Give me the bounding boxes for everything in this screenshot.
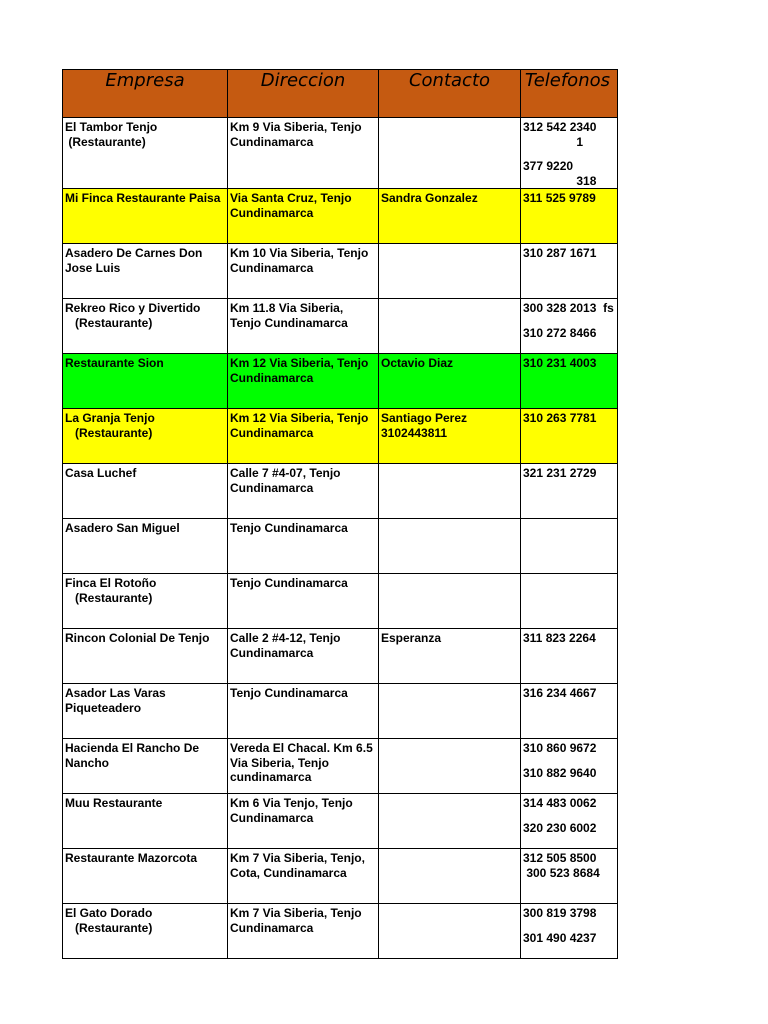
contacto-line: 3102443811 [381, 425, 448, 440]
telefonos-line: 310 287 1671 [523, 246, 597, 260]
direccion-line: Tenjo Cundinamarca [230, 576, 348, 590]
direccion-line: Via Santa Cruz, Tenjo [230, 191, 352, 205]
header-contacto: Contacto [379, 70, 521, 118]
direccion-line: Cundinamarca [230, 425, 314, 440]
cell-contacto [379, 519, 521, 574]
cell-contacto [379, 299, 521, 354]
cell-direccion [228, 904, 379, 959]
telefonos-line: 311 823 2264 [523, 631, 596, 645]
empresa-line: (Restaurante) [65, 920, 153, 935]
telefonos-line: 316 234 4667 [523, 686, 597, 700]
table-row [63, 409, 618, 464]
cell-telefonos [521, 739, 618, 794]
cell-telefonos [521, 794, 618, 849]
telefonos-line: 312 542 2340 [523, 120, 597, 134]
header-direccion: Direccion [228, 70, 379, 118]
telefonos-line: 314 483 0062 [523, 796, 597, 810]
empresa-line: La Granja Tenjo [65, 411, 155, 425]
telefonos-line: 310 272 8466 [523, 325, 597, 340]
cell-empresa [63, 118, 228, 189]
cell-empresa [63, 354, 228, 409]
direccion-line: Calle 2 #4-12, Tenjo [230, 631, 341, 645]
direccion-line: Km 9 Via Siberia, Tenjo [230, 120, 362, 134]
table-row [63, 684, 618, 739]
cell-contacto [379, 739, 521, 794]
cell-empresa [63, 629, 228, 684]
cell-empresa [63, 739, 228, 794]
empresa-line: Finca El Rotoño [65, 576, 157, 590]
table-row [63, 629, 618, 684]
cell-direccion [228, 629, 379, 684]
cell-direccion [228, 574, 379, 629]
empresa-line: Casa Luchef [65, 466, 137, 480]
cell-contacto [379, 574, 521, 629]
table-row [63, 299, 618, 354]
empresa-line: Rekreo Rico y Divertido [65, 301, 201, 315]
cell-direccion [228, 244, 379, 299]
cell-empresa [63, 849, 228, 904]
direccion-line: Tenjo Cundinamarca [230, 521, 348, 535]
direccion-line: Cundinamarca [230, 370, 314, 385]
empresa-line: Asador Las Varas [65, 686, 166, 700]
telefonos-line: 310 882 9640 [523, 765, 597, 780]
direccion-line: Tenjo Cundinamarca [230, 686, 348, 700]
empresa-line: Piqueteadero [65, 700, 142, 715]
telefonos-line: 310 263 7781 [523, 411, 597, 425]
cell-direccion [228, 464, 379, 519]
direccion-line: Cundinamarca [230, 260, 314, 275]
cell-empresa [63, 519, 228, 574]
cell-telefonos [521, 299, 618, 354]
table-row [63, 904, 618, 959]
empresa-line: Asadero San Miguel [65, 521, 180, 535]
empresa-line: Nancho [65, 755, 110, 770]
telefonos-line: 300 523 8684 [523, 865, 600, 880]
telefonos-line: 301 490 4237 [523, 930, 597, 945]
header-telefonos: Telefonos [521, 70, 618, 118]
telefonos-line: 300 328 2013 fs [523, 301, 614, 315]
cell-telefonos [521, 244, 618, 299]
cell-direccion [228, 739, 379, 794]
cell-empresa [63, 409, 228, 464]
empresa-line: Mi Finca Restaurante Paisa [65, 191, 221, 205]
direccion-line: Cota, Cundinamarca [230, 865, 347, 880]
cell-direccion [228, 409, 379, 464]
telefonos-line: 311 525 9789 [523, 191, 596, 205]
cell-empresa [63, 189, 228, 244]
cell-telefonos [521, 629, 618, 684]
cell-direccion [228, 519, 379, 574]
direccion-line: cundinamarca [230, 770, 312, 784]
telefonos-line: 321 231 2729 [523, 466, 597, 480]
cell-contacto [379, 118, 521, 189]
cell-contacto [379, 409, 521, 464]
direccion-line: Cundinamarca [230, 205, 314, 220]
cell-direccion [228, 118, 379, 189]
cell-contacto [379, 684, 521, 739]
contacto-line: Octavio Diaz [381, 356, 454, 370]
cell-empresa [63, 684, 228, 739]
cell-direccion [228, 189, 379, 244]
table-row [63, 464, 618, 519]
direccion-line: Tenjo Cundinamarca [230, 315, 348, 330]
telefonos-line: 1 [523, 134, 584, 149]
telefonos-line: 310 231 4003 [523, 356, 597, 370]
restaurant-directory-table [62, 69, 618, 959]
empresa-line: (Restaurante) [65, 315, 153, 330]
cell-telefonos [521, 464, 618, 519]
table-row [63, 244, 618, 299]
table-row [63, 354, 618, 409]
empresa-line: (Restaurante) [65, 134, 146, 149]
cell-empresa [63, 299, 228, 354]
cell-telefonos [521, 849, 618, 904]
cell-contacto [379, 849, 521, 904]
table-row [63, 739, 618, 794]
empresa-line: Restaurante Sion [65, 356, 164, 370]
cell-contacto [379, 244, 521, 299]
cell-telefonos [521, 409, 618, 464]
direccion-line: Cundinamarca [230, 920, 314, 935]
header-row [63, 70, 618, 118]
direccion-line: Km 10 Via Siberia, Tenjo [230, 246, 369, 260]
cell-contacto [379, 794, 521, 849]
cell-contacto [379, 354, 521, 409]
empresa-line: El Tambor Tenjo [65, 120, 158, 134]
cell-direccion [228, 849, 379, 904]
cell-telefonos [521, 118, 618, 189]
cell-contacto [379, 189, 521, 244]
table-row [63, 849, 618, 904]
empresa-line: Jose Luis [65, 260, 121, 275]
direccion-line: Via Siberia, Tenjo [230, 755, 329, 770]
direccion-line: Km 7 Via Siberia, Tenjo [230, 906, 362, 920]
cell-direccion [228, 684, 379, 739]
direccion-line: Km 12 Via Siberia, Tenjo [230, 356, 369, 370]
telefonos-line: 320 230 6002 [523, 820, 597, 835]
empresa-line: Muu Restaurante [65, 796, 163, 810]
empresa-line: El Gato Dorado [65, 906, 153, 920]
empresa-line: (Restaurante) [65, 590, 153, 605]
contacto-line: Santiago Perez [381, 411, 468, 425]
empresa-line: Hacienda El Rancho De [65, 741, 200, 755]
cell-telefonos [521, 904, 618, 959]
telefonos-line: 318 [523, 173, 597, 188]
cell-empresa [63, 904, 228, 959]
cell-telefonos [521, 519, 618, 574]
telefonos-line: 300 819 3798 [523, 906, 597, 920]
cell-empresa [63, 574, 228, 629]
empresa-line: Rincon Colonial De Tenjo [65, 631, 210, 645]
table-row [63, 189, 618, 244]
cell-contacto [379, 629, 521, 684]
cell-contacto [379, 464, 521, 519]
cell-telefonos [521, 684, 618, 739]
direccion-line: Cundinamarca [230, 645, 314, 660]
direccion-line: Cundinamarca [230, 810, 314, 825]
cell-empresa [63, 464, 228, 519]
direccion-line: Km 7 Via Siberia, Tenjo, [230, 851, 365, 865]
direccion-line: Calle 7 #4-07, Tenjo [230, 466, 341, 480]
empresa-line: Restaurante Mazorcota [65, 851, 198, 865]
table-row [63, 519, 618, 574]
table-row [63, 574, 618, 629]
contacto-line: Esperanza [381, 631, 442, 645]
cell-empresa [63, 794, 228, 849]
direccion-line: Km 6 Via Tenjo, Tenjo [230, 796, 353, 810]
telefonos-line: 312 505 8500 [523, 851, 597, 865]
telefonos-line: 377 9220 [523, 159, 574, 173]
table-row [63, 794, 618, 849]
direccion-line: Vereda El Chacal. Km 6.5 [230, 741, 373, 755]
table-row [63, 118, 618, 189]
contacto-line: Sandra Gonzalez [381, 191, 478, 205]
cell-direccion [228, 794, 379, 849]
cell-empresa [63, 244, 228, 299]
cell-telefonos [521, 574, 618, 629]
cell-telefonos [521, 189, 618, 244]
empresa-line: (Restaurante) [65, 425, 153, 440]
direccion-line: Km 12 Via Siberia, Tenjo [230, 411, 369, 425]
cell-telefonos [521, 354, 618, 409]
direccion-line: Cundinamarca [230, 134, 314, 149]
empresa-line: Asadero De Carnes Don [65, 246, 203, 260]
cell-direccion [228, 354, 379, 409]
header-empresa: Empresa [63, 70, 228, 118]
telefonos-line: 310 860 9672 [523, 741, 597, 755]
direccion-line: Cundinamarca [230, 480, 314, 495]
table-body [63, 118, 618, 959]
cell-direccion [228, 299, 379, 354]
direccion-line: Km 11.8 Via Siberia, [230, 301, 344, 315]
cell-contacto [379, 904, 521, 959]
